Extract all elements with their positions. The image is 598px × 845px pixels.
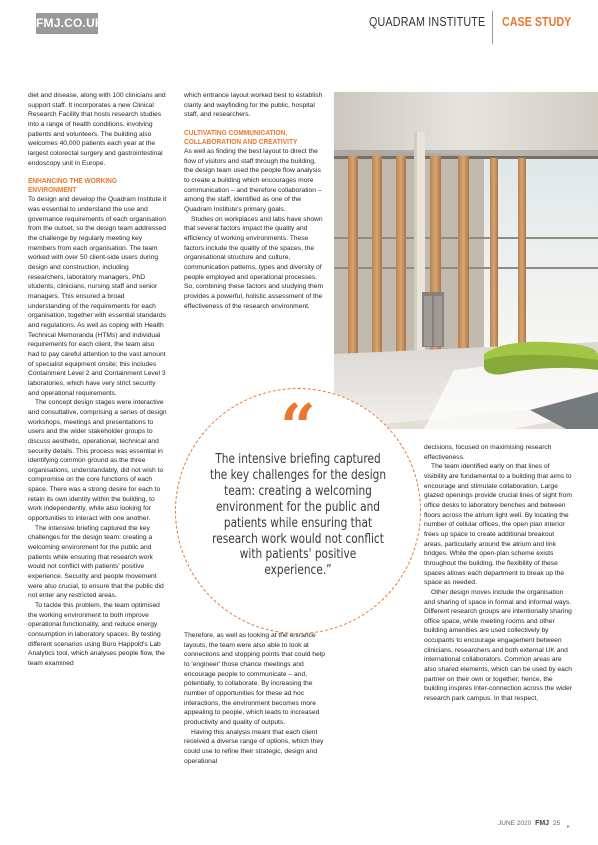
- section-heading-collaboration: CULTIVATING COMMUNICATION, COLLABORATION AND CREATIVITY: [184, 127, 298, 146]
- body-paragraph: Therefore, as well as looking at the entrance layouts, the team were also able to look at connections and stopping points that could help to 'engineer' those chance meetings and encourage people to communicate – and, potentially, to collaborate. By increasing the number of opportunities for these ad hoc interactions, the environment becomes more appealing to people, which leads to increased productivity and quality of outputs.: [184, 632, 325, 726]
- body-paragraph: To design and develop the Quadram Institute it was essential to understand the use and governance requirements of each organisation from the outset, so the design team addressed the challenge by regularly meeting key members from each organisation. The team worked with over 50 client-side users during design and construction, including researchers, laboratory managers, PhD students, clinicians, nursing staff and senior managers. This ensured a broad understanding of the requirements for each organisation, together with essential standards and regulations. As well as coping with Health Technical Memoranda (HTMs) and individual requirements for each client, the team also had to pay careful attention to the vast amount of specialist equipment onsite; this includes Containment Level 2 and Containment Level 3 laboratories, which have very strict security and operational requirements.: [28, 196, 167, 397]
- body-paragraph: The intensive briefing captured the key challenges for the design team: creating a welcoming environment for the public and patients while ensuring that research work would not conflict with patients' positive experience. Security and people movement were also crucial, to ensure that the public did not enter any restricted areas.: [28, 524, 164, 600]
- body-paragraph: As well as finding the best layout to direct the flow of visitors and staff through the building, the design team used the people flow analysis to create a building which encourages more communication – and therefore collaboration – among the staff, identified as one of the Quadram Institute's primary goals.: [184, 148, 322, 214]
- body-paragraph: The team identified early on that lines of visibility are fundamental to a building that aims to encourage and stimulate collaboration. Large glazed openings provide crucial lines of sight from office desks to laboratory benches and between floors across the atrium light well. By locating the number of cellular offices, the open plan interior frees up space to create additional breakout areas, particularly around the atrium and link bridges. While the open-plan scheme exists throughout the building, the flexibility of these spaces allows each department to break up the space as needed.: [424, 463, 572, 587]
- body-paragraph: Having this analysis meant that each client received a diverse range of options, which they could use to refine their strategic, design and operational: [184, 728, 324, 765]
- body-paragraph: The concept design stages were interactive and consultative, comprising a series of design workshops, meetings and presentations to users and the wider stakeholder groups to discuss aesthetic, operational, technical and security details. This process was essential in identifying common ground as the three organisations, understandably, did not wish to compromise on the core functions of each space. There was a strong desire for each to retain its own identity within the building, to work independently, while also looking for opportunities to interact with one another.: [28, 399, 167, 523]
- page-footer: [498, 820, 560, 827]
- atrium-illustration: [334, 92, 598, 429]
- footer-magazine: FMJ: [535, 820, 550, 827]
- footer-date: JUNE 2020: [498, 820, 532, 827]
- body-paragraph: which entrance layout worked best to establish clarity and wayfinding for the public, hospital staff, and researchers.: [184, 92, 323, 119]
- page-number: 25: [552, 820, 561, 827]
- column-3: [424, 443, 574, 704]
- body-paragraph: Studies on workplaces and labs have shown that several factors impact the quality and efficiency of working environments. These factors include the quality of the spaces, the organisational structure and culture, communication patterns, types and diversity of people employed and operational processes. So, combining these factors and studying them provides a powerful, holistic assessment of the effectiveness of the research environment.: [184, 215, 324, 310]
- column-2-bottom: [184, 631, 326, 766]
- column-1: [28, 91, 167, 669]
- pull-quote-text: The intensive briefing captured the key challenges for the design team: creating a welcoming environment for the public and patients while ensuring that research work would not conflict with patients' positive experience.”: [209, 452, 387, 579]
- atrium-photo: [334, 92, 598, 429]
- body-paragraph: Other design moves include the organisation and sharing of space in formal and informal ways. Different research groups are intentionally sharing office space, while meeting rooms and other building amenities are used collectively by occupants to encourage engagement between clinicians, researchers and both external UK and international collaborators. Common areas are also shared elements, which can be used by each partner on their own or together; hence, the building inspires inter-connection across the wider research park campus. In that respect,: [424, 588, 572, 703]
- section-heading-working-environment: ENHANCING THE WORKING ENVIRONMENT: [28, 176, 118, 194]
- header-category: CASE STUDY: [502, 15, 572, 29]
- header-section: QUADRAM INSTITUTE: [368, 15, 485, 29]
- header-divider: [492, 11, 493, 44]
- body-paragraph: decisions, focused on maximising research effectiveness.: [424, 444, 552, 461]
- intro-paragraph: diet and disease, along with 100 clinicians and support staff. It incorporates a new Clinical Research Facility that hosts research studies into a range of health conditions, involving patients and volunteers. The building also welcomes 40,000 patients each year at the largest colorectal surgery and gastrointestinal endoscopy unit in Europe.: [28, 92, 166, 167]
- continue-arrow-icon: ▸: [567, 824, 571, 830]
- body-paragraph: To tackle this problem, the team optimised the working environment to both improve operational functionality, and reduce energy consumption in laboratory spaces. By testing different scenarios using Buro Happold's Lab Analytics tool, which analyses people flow, the team examined: [28, 602, 165, 667]
- site-badge: FMJ.CO.UK: [36, 13, 98, 34]
- column-2-top: [184, 91, 326, 311]
- quote-mark-icon: “: [280, 390, 316, 463]
